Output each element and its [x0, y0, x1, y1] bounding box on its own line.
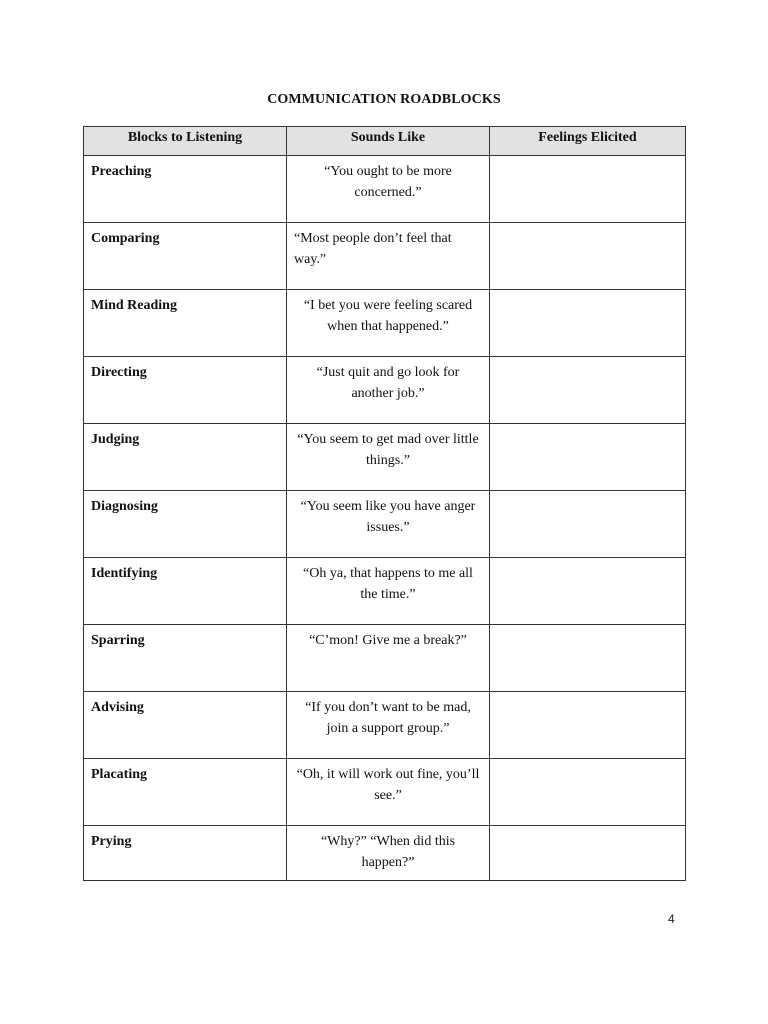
feelings-elicited-cell[interactable] [490, 692, 686, 759]
sounds-like-quote: “Just quit and go look for another job.” [287, 357, 490, 424]
page-title: COMMUNICATION ROADBLOCKS [267, 92, 501, 107]
table-row [84, 692, 686, 759]
table-row [84, 759, 686, 826]
sounds-like-quote: “Oh ya, that happens to me all the time.” [287, 558, 490, 625]
table-row [84, 826, 686, 881]
table-row [84, 357, 686, 424]
table-row [84, 156, 686, 223]
block-name: Identifying [84, 558, 287, 625]
block-name: Preaching [84, 156, 287, 223]
sounds-like-quote: “I bet you were feeling scared when that happened.” [287, 290, 490, 357]
block-name: Comparing [84, 223, 287, 290]
feelings-elicited-cell[interactable] [490, 625, 686, 692]
sounds-like-quote: “You seem to get mad over little things.” [287, 424, 490, 491]
block-name: Prying [84, 826, 287, 881]
block-name: Diagnosing [84, 491, 287, 558]
table-row [84, 625, 686, 692]
header-feelings-elicited: Feelings Elicited [490, 127, 686, 156]
sounds-like-quote: “Most people don’t feel that way.” [287, 223, 490, 290]
header-blocks-to-listening: Blocks to Listening [84, 127, 287, 156]
feelings-elicited-cell[interactable] [490, 826, 686, 881]
feelings-elicited-cell[interactable] [490, 558, 686, 625]
feelings-elicited-cell[interactable] [490, 759, 686, 826]
table-header-row [84, 127, 686, 156]
feelings-elicited-cell[interactable] [490, 424, 686, 491]
table-row [84, 290, 686, 357]
sounds-like-quote: “Why?” “When did this happen?” [287, 826, 490, 881]
sounds-like-quote: “Oh, it will work out fine, you’ll see.” [287, 759, 490, 826]
sounds-like-quote: “You seem like you have anger issues.” [287, 491, 490, 558]
table-row [84, 491, 686, 558]
table-row [84, 558, 686, 625]
sounds-like-quote: “You ought to be more concerned.” [287, 156, 490, 223]
page-number: 4 [668, 912, 675, 926]
block-name: Judging [84, 424, 287, 491]
block-name: Mind Reading [84, 290, 287, 357]
feelings-elicited-cell[interactable] [490, 223, 686, 290]
sounds-like-quote: “C’mon! Give me a break?” [287, 625, 490, 692]
feelings-elicited-cell[interactable] [490, 290, 686, 357]
feelings-elicited-cell[interactable] [490, 156, 686, 223]
header-sounds-like: Sounds Like [287, 127, 490, 156]
block-name: Advising [84, 692, 287, 759]
sounds-like-quote: “If you don’t want to be mad, join a support group.” [287, 692, 490, 759]
table-row [84, 424, 686, 491]
feelings-elicited-cell[interactable] [490, 357, 686, 424]
block-name: Placating [84, 759, 287, 826]
feelings-elicited-cell[interactable] [490, 491, 686, 558]
table-row [84, 223, 686, 290]
block-name: Sparring [84, 625, 287, 692]
block-name: Directing [84, 357, 287, 424]
roadblocks-table [83, 126, 686, 881]
